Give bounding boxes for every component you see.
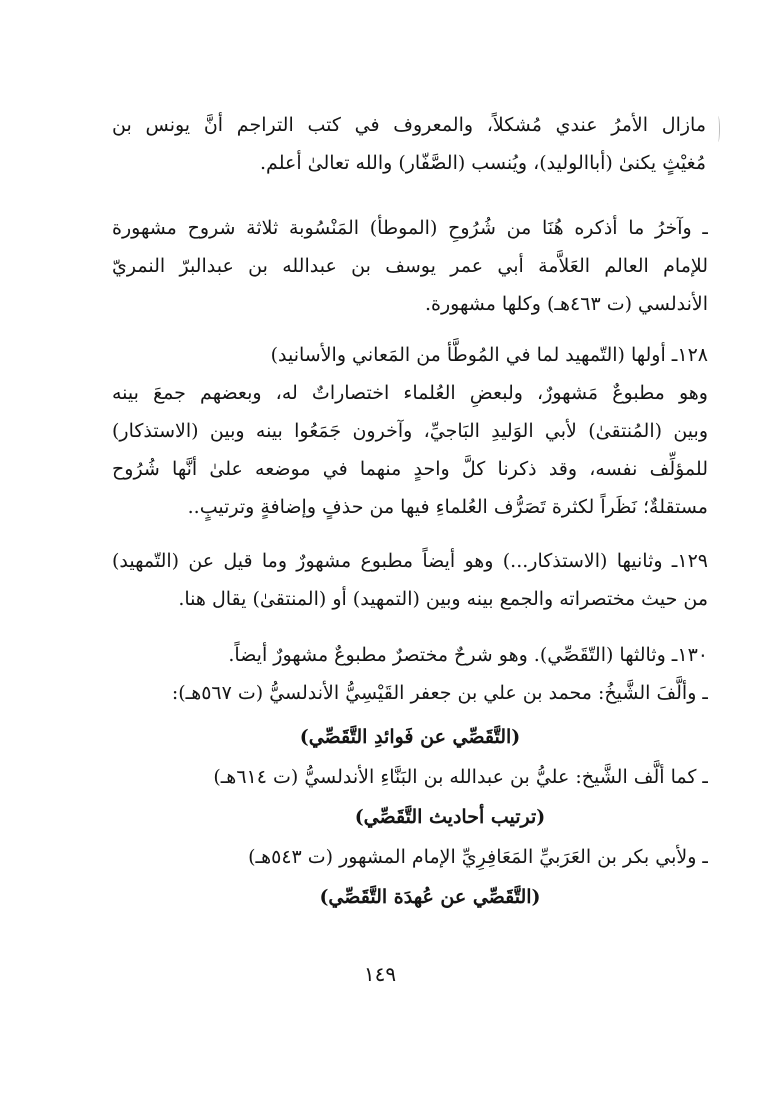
book-title: (التَّقَصِّي عن عُهدَة التَّقَصِّي) — [319, 886, 541, 908]
item-heading-line: ١٢٨ـ أولها (التّمهيد لما في المُوطَّأ من المَعاني والأسانيد) — [270, 344, 708, 366]
text-line: مستقلةٌ؛ نَظَراً لكثرة تَصَرُّف العُلماءِ فيها من حذفٍ وإضافةٍ وترتيبٍ.. — [187, 496, 708, 518]
work-entry — [112, 838, 708, 876]
text-line: وهو مطبوعٌ مَشهورٌ، ولبعضِ العُلماء اختصاراتٌ له، وبعضهم جمعَ بينه — [112, 382, 708, 404]
text-line: ١٣٠ـ وثالثها (التّقَصِّي). وهو شرحٌ مختصرٌ مطبوعٌ مشهورٌ أيضاً. — [228, 644, 708, 666]
text-line: مُغيْثٍ يكنىٰ (أباالوليد)، ويُنسب (الصَّفّار) والله تعالىٰ أعلم. — [260, 152, 706, 174]
text-line: الأندلسي (ت ٤٦٣هـ) وكلها مشهورة. — [425, 293, 708, 315]
paragraph-128 — [112, 336, 708, 526]
text-line: مازال الأمرُ عندي مُشكلاً، والمعروف في كتب التراجم أنَّ يونس بن — [112, 114, 706, 136]
text-line: ـ كما ألَّف الشَّيخ: عليُّ بن عبدالله بن البَنَّاءِ الأندلسيُّ (ت ٦١٤هـ) — [213, 766, 708, 788]
text-line: للإمام العالم العَلاَّمة أبي عمر يوسف بن عبدالله بن عبدالبرّ النمريّ — [112, 255, 708, 277]
text-line: من حيث مختصراته والجمع بينه وبين (التمهيد) أو (المنتقىٰ) يقال هنا. — [178, 588, 708, 610]
text-line: ـ وألَّفَ الشَّيخُ: محمد بن علي بن جعفر القَيْسِيُّ الأندلسيُّ (ت ٥٦٧هـ): — [171, 682, 708, 704]
text-line: ـ وآخرُ ما أذكره هُنَا من شُرُوحِ (الموطأ) المَنْسُوبة ثلاثة شروح مشهورة — [112, 217, 708, 239]
book-title: (التَّقَصِّي عن فَوائدِ التَّقَصِّي) — [299, 726, 521, 748]
paragraph-129 — [112, 542, 708, 618]
paragraph-2 — [112, 209, 708, 323]
page-edge-mark — [716, 116, 720, 142]
page-number: ١٤٩ — [363, 962, 397, 986]
text-line: ١٢٩ـ وثانيها (الاستذكار...) وهو أيضاً مطبوع مشهورٌ وما قيل عن (التّمهيد) — [112, 550, 708, 572]
work-entry — [112, 758, 708, 796]
paragraph-130 — [112, 636, 708, 712]
text-line: ـ ولأبي بكر بن العَرَبيِّ المَعَافِرِيِّ الإمام المشهور (ت ٥٤٣هـ) — [248, 846, 708, 868]
text-line: وبين (المُنتقىٰ) لأبي الوَليدِ البَاجيِّ، وآخرون جَمَعُوا بينه وبين (الاستذكار) — [112, 420, 708, 442]
paragraph-1 — [112, 106, 706, 182]
book-title: (ترتيب أحاديث التَّقَصِّي) — [354, 806, 546, 828]
text-line: للمؤلِّف نفسه، وقد ذكرنا كلَّ واحدٍ منهما في موضعه علىٰ أنَّها شُرُوح — [112, 458, 708, 480]
